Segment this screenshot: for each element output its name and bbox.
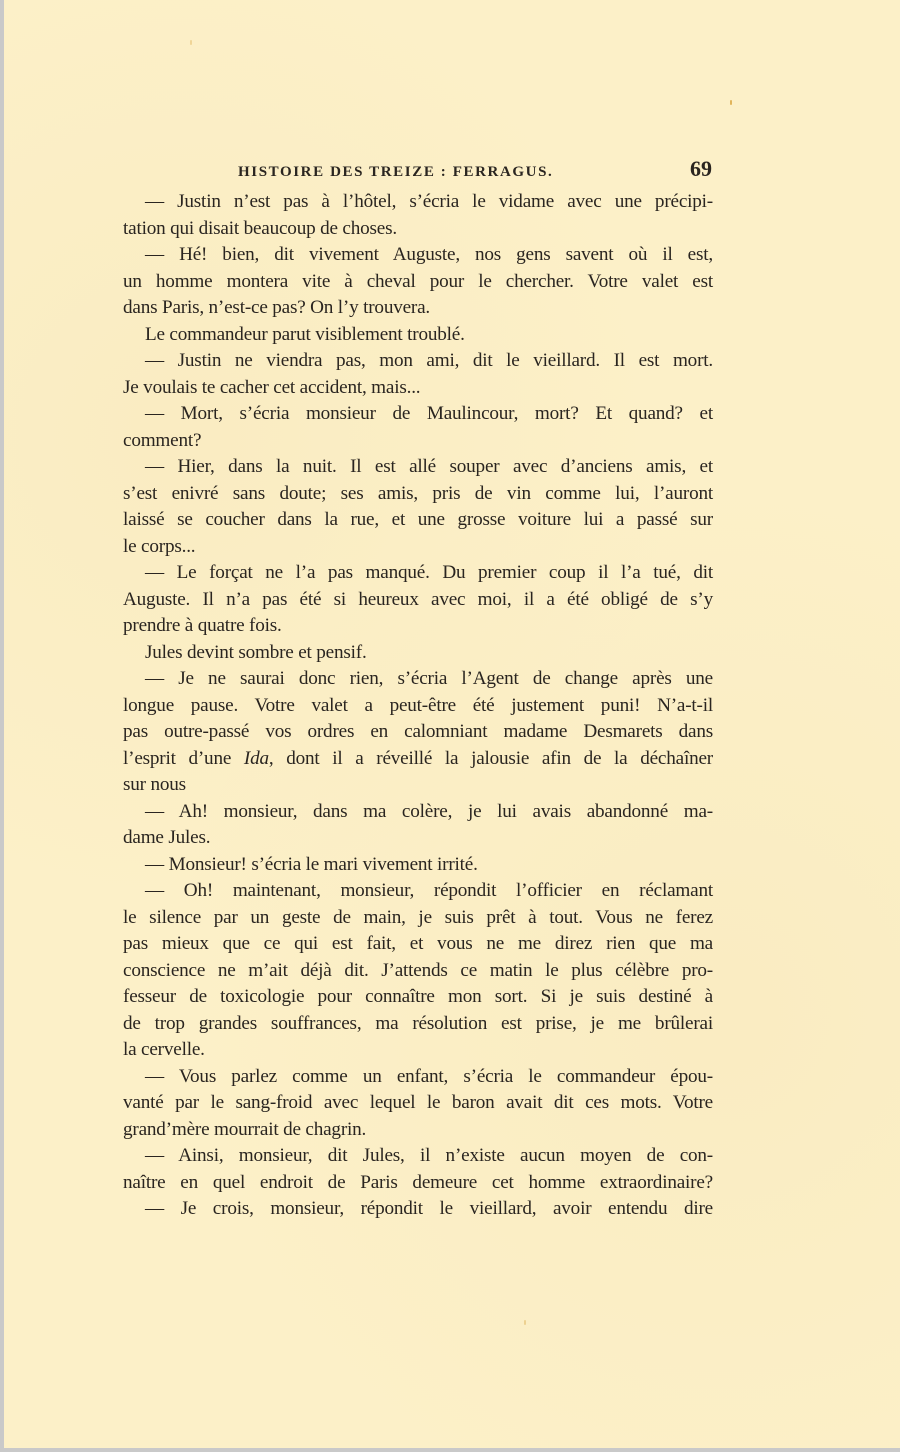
paper-speck: [524, 1320, 526, 1325]
text-line: — Hier, dans la nuit. Il est allé souper avec d’anciens amis, et: [145, 456, 713, 477]
text-line: grand’mère mourrait de chagrin.: [123, 1118, 367, 1140]
text-line: Auguste. Il n’a pas été si heureux avec moi, il a été obligé de s’y: [123, 588, 713, 610]
paragraph: [123, 799, 713, 852]
paragraph: [123, 189, 713, 242]
text-line: dans Paris, n’est-ce pas? On l’y trouvera.: [123, 297, 431, 318]
text-line: la cervelle.: [123, 1039, 205, 1060]
text-line: conscience ne m’ait déjà dit. J’attends ce matin le plus célèbre pro-: [123, 959, 713, 981]
text-line: — Justin n’est pas à l’hôtel, s’écria le vidame avec une précipi-: [145, 191, 713, 212]
text-line: pas mieux que ce qui est fait, et vous ne me direz rien que ma: [123, 933, 713, 954]
text-line: — Oh! maintenant, monsieur, répondit l’officier en réclamant: [145, 880, 713, 901]
text-line: laissé se coucher dans la rue, et une grosse voiture lui a passé sur: [123, 509, 713, 530]
text-line: s’est enivré sans doute; ses amis, pris de vin comme lui, l’auront: [123, 482, 713, 504]
paragraph: [123, 1064, 713, 1144]
text-line: Le commandeur parut visiblement troublé.: [145, 323, 465, 345]
text-run: l’esprit d’une: [123, 747, 244, 769]
text-line: — Je ne saurai donc rien, s’écria l’Agent de change après une: [145, 668, 713, 689]
text-line: [123, 746, 713, 773]
text-line: — Justin ne viendra pas, mon ami, dit le vieillard. Il est mort.: [145, 350, 713, 371]
text-line: longue pause. Votre valet a peut-être été justement puni! N’a-t-il: [123, 694, 713, 716]
page-number: 69: [690, 156, 712, 181]
running-title: HISTOIRE DES TREIZE : FERRAGUS.: [238, 164, 554, 180]
paragraph: [123, 640, 713, 667]
text-line: — Monsieur! s’écria le mari vivement irrité.: [145, 853, 478, 875]
text-line: Jules devint sombre et pensif.: [145, 641, 367, 663]
text-line: naître en quel endroit de Paris demeure cet homme extraordinaire?: [123, 1171, 713, 1193]
text-line: fesseur de toxicologie pour connaître mon sort. Si je suis destiné à: [123, 986, 713, 1007]
text-line: comment?: [123, 429, 202, 451]
text-line: — Je crois, monsieur, répondit le vieillard, avoir entendu dire: [145, 1198, 713, 1219]
paragraph: [123, 242, 713, 322]
paragraph: [123, 401, 713, 454]
running-header: [238, 156, 712, 186]
text-line: dame Jules.: [123, 827, 211, 848]
italic-name: Ida: [243, 747, 269, 769]
text-line: sur nous: [123, 774, 186, 795]
paragraph: [123, 322, 713, 349]
text-line: le corps...: [123, 535, 196, 557]
text-line: — Ah! monsieur, dans ma colère, je lui avais abandonné ma-: [145, 800, 713, 822]
paper-speck: [730, 100, 732, 105]
text-line: — Hé! bien, dit vivement Auguste, nos gens savent où il est,: [145, 244, 713, 265]
paragraph: [123, 454, 713, 560]
text-line: tation qui disait beaucoup de choses.: [123, 217, 397, 239]
text-run: , dont il a réveillé la jalousie afin de la déchaîner: [268, 747, 713, 769]
body-text: [123, 189, 713, 1223]
text-line: de trop grandes souffrances, ma résolution est prise, je me brûlerai: [123, 1012, 713, 1034]
paragraph: [123, 348, 713, 401]
paragraph: [123, 1143, 713, 1196]
text-line: — Vous parlez comme un enfant, s’écria le commandeur épou-: [145, 1065, 713, 1087]
paragraph: [123, 560, 713, 640]
paragraph: [123, 666, 713, 799]
text-line: Je voulais te cacher cet accident, mais...: [123, 376, 421, 398]
text-line: prendre à quatre fois.: [123, 615, 282, 636]
text-line: — Ainsi, monsieur, dit Jules, il n’existe aucun moyen de con-: [145, 1145, 713, 1166]
paragraph: [123, 852, 713, 879]
text-line: — Mort, s’écria monsieur de Maulincour, mort? Et quand? et: [145, 403, 713, 424]
paragraph: [123, 1196, 713, 1223]
text-line: — Le forçat ne l’a pas manqué. Du premier coup il l’a tué, dit: [145, 562, 713, 583]
text-line: vanté par le sang-froid avec lequel le baron avait dit ces mots. Votre: [123, 1092, 713, 1113]
paper-speck: [190, 40, 192, 45]
paragraph: [123, 878, 713, 1064]
text-line: le silence par un geste de main, je suis prêt à tout. Vous ne ferez: [123, 906, 713, 928]
text-line: pas outre-passé vos ordres en calomniant madame Desmarets dans: [123, 721, 713, 742]
text-line: un homme montera vite à cheval pour le chercher. Votre valet est: [123, 270, 713, 292]
